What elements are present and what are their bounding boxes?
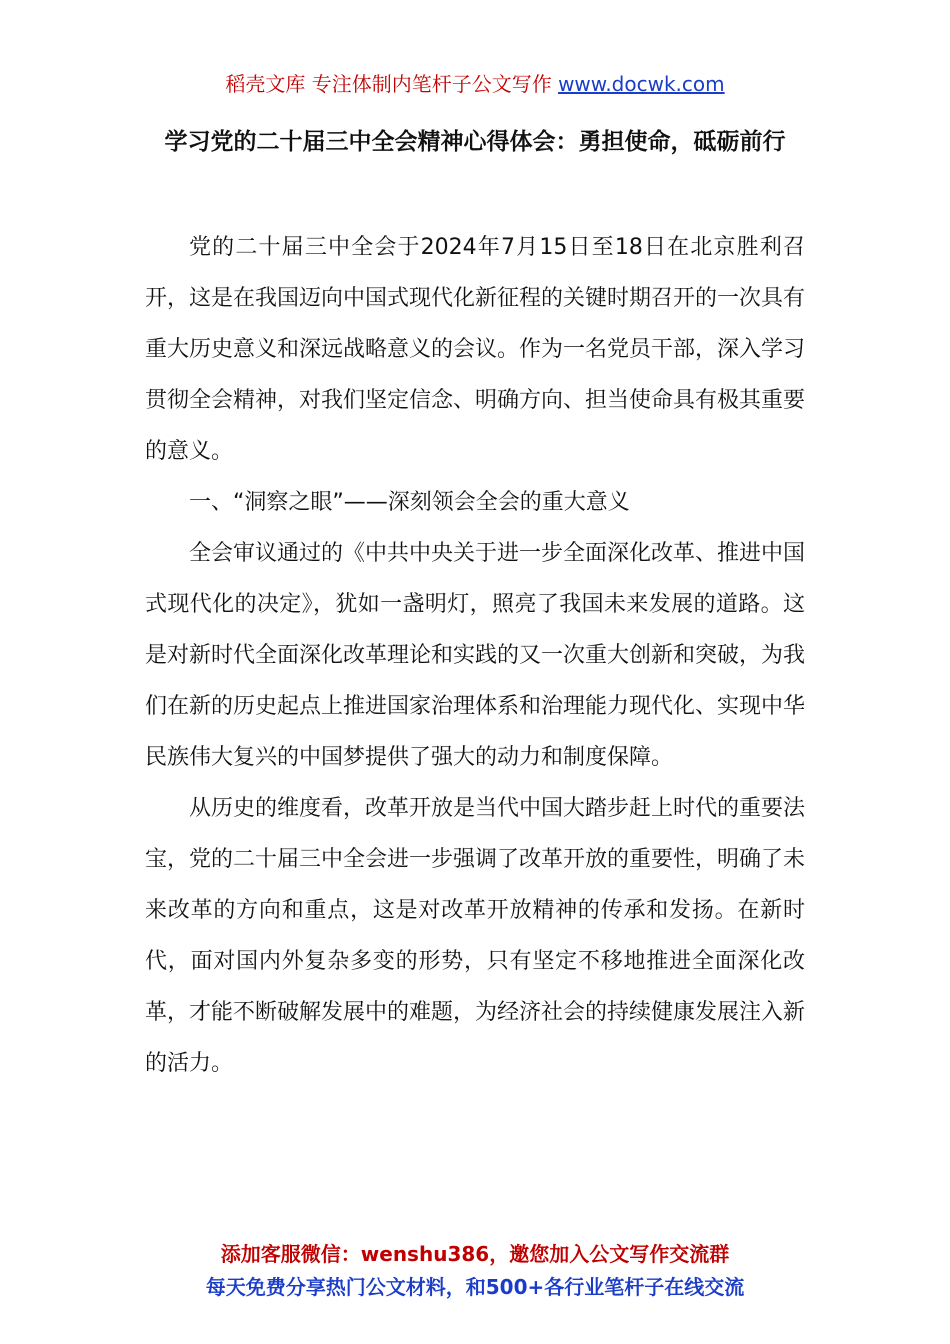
document-title: 学习党的二十届三中全会精神心得体会：勇担使命，砥砺前行 bbox=[164, 129, 786, 155]
paragraph-intro: 党的二十届三中全会于2024年7月15日至18日在北京胜利召开，这是在我国迈向中国式现代化新征程的关键时期召开的一次具有重大历史意义和深远战略意义的会议。作为一名党员干部，深入学习贯彻全会精神，对我们坚定信念、明确方向、担当使命具有极其重要的意义。 bbox=[145, 235, 806, 464]
footer-share-line: 每天免费分享热门公文材料，和500+各行业笔杆子在线交流 bbox=[205, 1275, 745, 1299]
header-site-link[interactable]: www.docwk.com bbox=[558, 72, 725, 96]
site-header bbox=[0, 68, 950, 100]
promo-footer bbox=[0, 1238, 950, 1304]
paragraph-history: 从历史的维度看，改革开放是当代中国大踏步赶上时代的重要法宝，党的二十届三中全会进一步强调了改革开放的重要性，明确了未来改革的方向和重点，这是对改革开放精神的传承和发扬。在新时代，面对国内外复杂多变的形势，只有坚定不移地推进全面深化改革，才能不断破解发展中的难题，为经济社会的持续健康发展注入新的活力。 bbox=[145, 796, 806, 1076]
footer-wechat-line: 添加客服微信：wenshu386，邀您加入公文写作交流群 bbox=[220, 1242, 730, 1266]
paragraph-decision: 全会审议通过的《中共中央关于进一步全面深化改革、推进中国式现代化的决定》，犹如一盏明灯，照亮了我国未来发展的道路。这是对新时代全面深化改革理论和实践的又一次重大创新和突破，为我们在新的历史起点上推进国家治理体系和治理能力现代化、实现中华民族伟大复兴的中国梦提供了强大的动力和制度保障。 bbox=[145, 541, 806, 770]
document-body bbox=[145, 222, 805, 1089]
header-brand-text: 稻壳文库 专注体制内笔杆子公文写作 bbox=[225, 72, 559, 96]
section-heading-1: 一、“洞察之眼”——深刻领会全会的重大意义 bbox=[189, 490, 630, 515]
